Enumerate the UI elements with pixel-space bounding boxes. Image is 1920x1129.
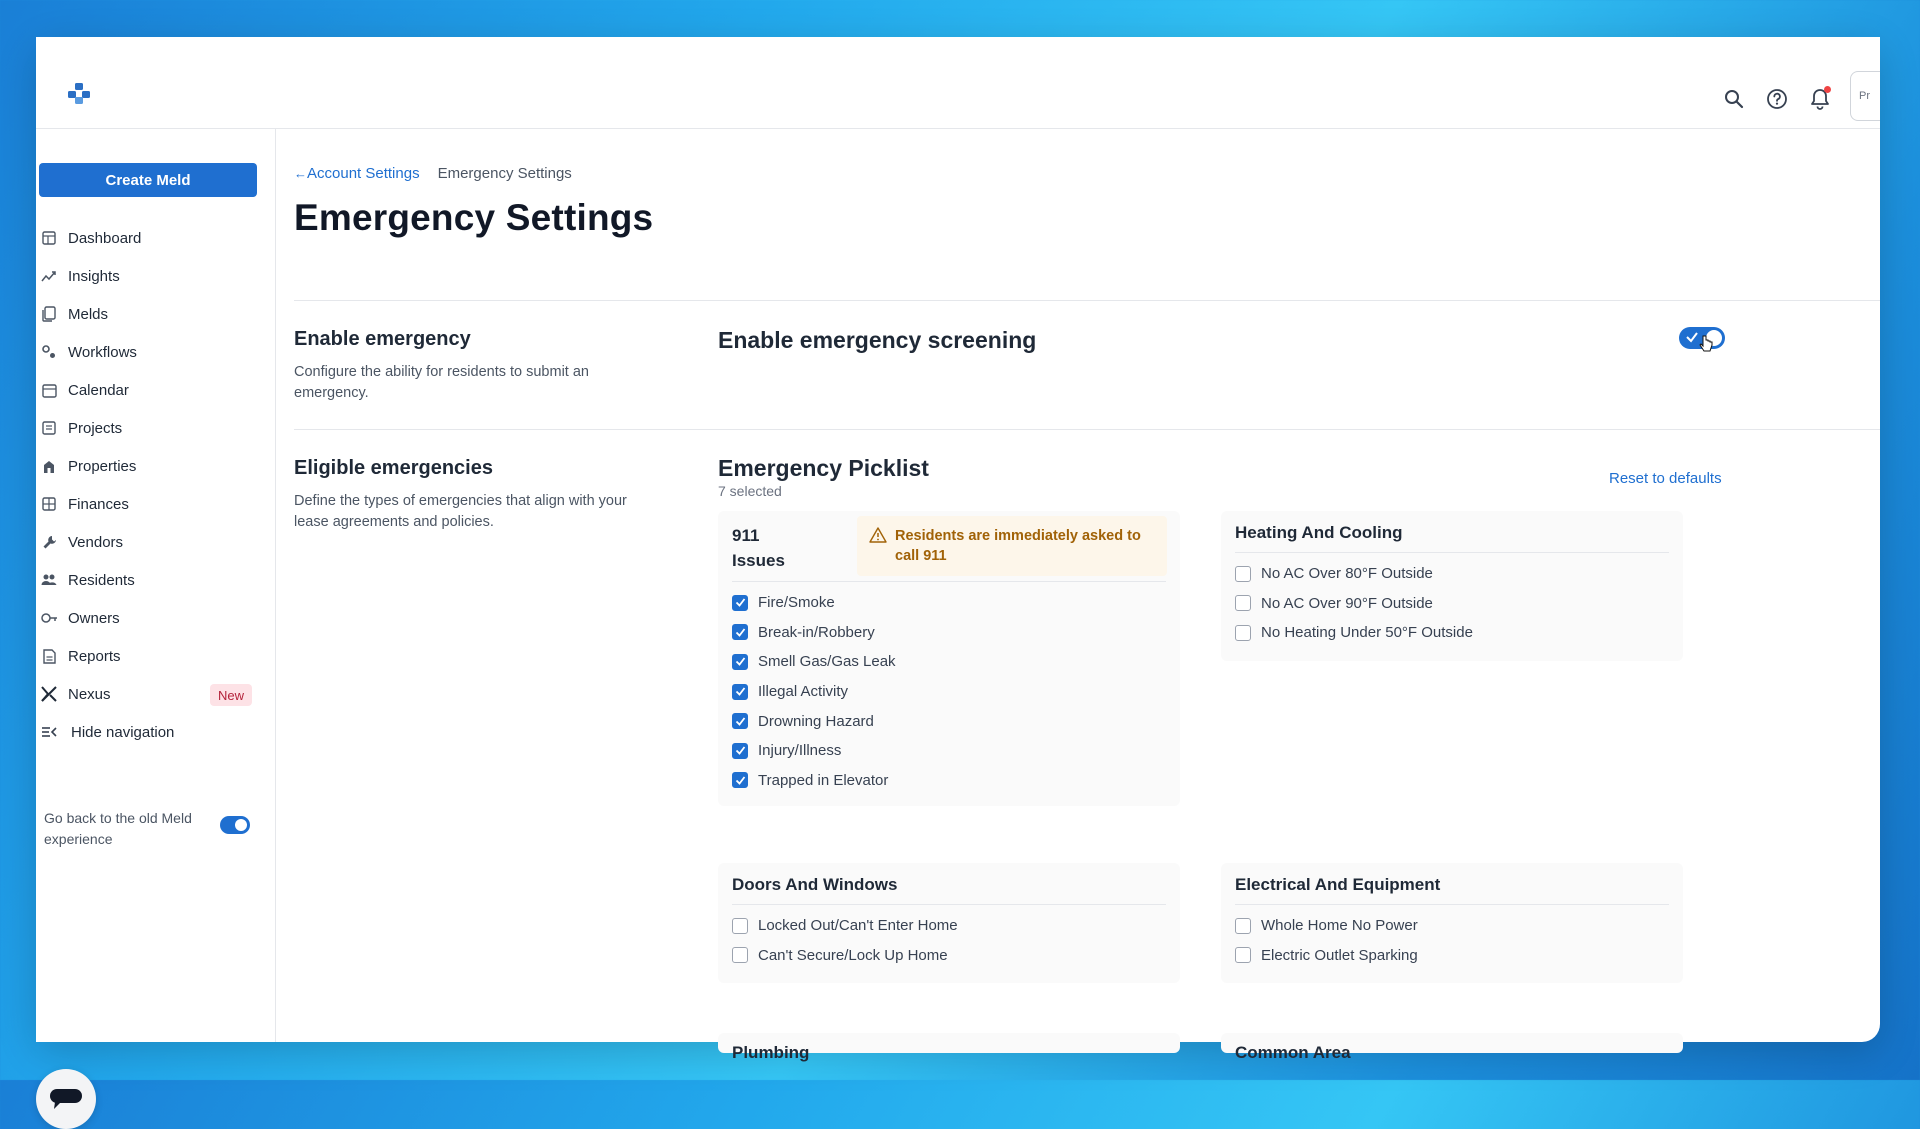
item-label: No AC Over 80°F Outside — [1261, 565, 1433, 583]
checkbox[interactable] — [732, 918, 748, 934]
checkbox[interactable] — [1235, 947, 1251, 963]
sidebar-item-reports[interactable] — [36, 637, 276, 675]
checkbox[interactable] — [1235, 566, 1251, 582]
workflows-icon — [40, 343, 58, 361]
item-label: Trapped in Elevator — [758, 771, 889, 789]
reports-icon — [40, 647, 58, 665]
list-item[interactable] — [732, 588, 1166, 618]
warning-icon — [869, 527, 887, 543]
checkbox[interactable] — [1235, 595, 1251, 611]
properties-icon — [40, 457, 58, 475]
sidebar-item-label: Residents — [68, 571, 135, 589]
dashboard-icon — [40, 229, 58, 247]
residents-icon — [40, 571, 58, 589]
sidebar-item-label: Melds — [68, 305, 109, 323]
eligible-section-description: Define the types of emergencies that align with your lease agreements and policies. — [294, 493, 627, 530]
owners-icon — [40, 609, 58, 627]
sidebar-item-label: Finances — [68, 495, 129, 513]
item-label: Drowning Hazard — [758, 712, 874, 730]
list-item[interactable] — [732, 736, 1166, 766]
sidebar-item-insights[interactable] — [36, 257, 276, 295]
checkbox[interactable] — [1235, 918, 1251, 934]
list-item[interactable] — [732, 647, 1166, 677]
checkbox[interactable] — [732, 654, 748, 670]
sidebar-item-label: Owners — [68, 609, 120, 627]
item-list — [1235, 905, 1669, 970]
chat-icon — [49, 1087, 83, 1111]
insights-icon — [40, 267, 58, 285]
new-badge: New — [210, 684, 252, 706]
checkbox[interactable] — [732, 947, 748, 963]
sidebar-item-label: Properties — [68, 457, 137, 475]
breadcrumb — [294, 165, 572, 182]
melds-icon — [40, 305, 58, 323]
list-item[interactable] — [1235, 941, 1669, 971]
item-list — [732, 581, 1166, 795]
vendors-icon — [40, 533, 58, 551]
list-item[interactable] — [732, 766, 1166, 796]
card-plumbing — [718, 1033, 1180, 1062]
card-heating-cooling — [1221, 511, 1683, 661]
sidebar-item-label: Insights — [68, 267, 120, 285]
projects-icon — [40, 419, 58, 437]
card-title: Doors And Windows — [732, 863, 1166, 905]
nexus-icon — [40, 685, 58, 703]
sidebar-item-projects[interactable] — [36, 409, 276, 447]
enable-screening-label: Enable emergency screening — [718, 327, 1037, 353]
checkbox[interactable] — [1235, 625, 1251, 641]
main-content — [277, 129, 1880, 1062]
enable-section-description: Configure the ability for residents to submit an emergency. — [294, 364, 589, 401]
sidebar-item-hide-navigation[interactable] — [36, 713, 276, 751]
checkbox[interactable] — [732, 713, 748, 729]
card-title: Electrical And Equipment — [1235, 863, 1669, 905]
divider — [294, 300, 1880, 301]
card-header — [732, 511, 1166, 581]
reset-to-defaults-link[interactable]: Reset to defaults — [1609, 470, 1722, 487]
item-label: Break-in/Robbery — [758, 623, 875, 641]
warning-callout — [857, 516, 1167, 576]
list-item[interactable] — [732, 677, 1166, 707]
card-common-area — [1221, 1033, 1683, 1062]
app-window — [36, 37, 1880, 1062]
breadcrumb-back-link[interactable] — [294, 165, 420, 182]
checkbox[interactable] — [732, 743, 748, 759]
list-item[interactable] — [732, 706, 1166, 736]
item-label: No AC Over 90°F Outside — [1261, 594, 1433, 612]
card-doors-windows — [718, 863, 1180, 983]
card-electrical-equipment — [1221, 863, 1683, 983]
search-icon[interactable] — [1721, 86, 1747, 112]
sidebar-item-melds[interactable] — [36, 295, 276, 333]
item-list — [1235, 553, 1669, 648]
page-title: Emergency Settings — [294, 197, 654, 238]
item-label: Whole Home No Power — [1261, 917, 1418, 935]
sidebar-item-workflows[interactable] — [36, 333, 276, 371]
sidebar-item-calendar[interactable] — [36, 371, 276, 409]
item-label: Can't Secure/Lock Up Home — [758, 946, 948, 964]
card-title: 911 Issues — [732, 526, 785, 570]
breadcrumb-back-label: Account Settings — [307, 165, 420, 182]
avatar[interactable]: Pr — [1850, 71, 1880, 121]
sidebar-item-nexus[interactable] — [36, 675, 276, 713]
warning-text: Residents are immediately asked to call 911 — [895, 528, 1141, 564]
picklist-count: 7 selected — [718, 483, 782, 499]
list-item[interactable] — [1235, 618, 1669, 648]
sidebar-item-owners[interactable] — [36, 599, 276, 637]
breadcrumb-current: Emergency Settings — [437, 165, 572, 182]
check-icon — [1685, 330, 1699, 344]
sidebar-item-label: Projects — [68, 419, 123, 437]
list-item[interactable] — [1235, 559, 1669, 589]
help-icon[interactable] — [1764, 86, 1790, 112]
sidebar-nav — [36, 219, 276, 751]
item-label: Electric Outlet Sparking — [1261, 946, 1418, 964]
create-meld-button[interactable]: Create Meld — [39, 163, 257, 197]
old-experience-label: Go back to the old Meld experience — [44, 810, 192, 847]
list-item[interactable] — [1235, 589, 1669, 619]
collapse-icon — [40, 723, 58, 741]
list-item[interactable] — [732, 911, 1166, 941]
logo[interactable] — [66, 81, 92, 105]
old-experience-toggle[interactable] — [220, 816, 250, 834]
sidebar-item-dashboard[interactable] — [36, 219, 276, 257]
item-list — [732, 905, 1166, 970]
sidebar-item-label: Calendar — [68, 381, 129, 399]
bell-icon[interactable] — [1807, 86, 1833, 112]
item-label: Illegal Activity — [758, 683, 849, 701]
checkbox[interactable] — [732, 595, 748, 611]
old-experience-setting — [44, 808, 244, 850]
item-label: Injury/Illness — [758, 742, 842, 760]
top-bar — [36, 37, 1880, 129]
item-label: Locked Out/Can't Enter Home — [758, 917, 958, 935]
sidebar-item-label: Nexus — [68, 685, 111, 703]
calendar-icon — [40, 381, 58, 399]
back-arrow-icon: ← — [294, 166, 307, 181]
logo-icon — [66, 81, 92, 105]
sidebar-item-finances[interactable] — [36, 485, 276, 523]
finances-icon — [40, 495, 58, 513]
sidebar-item-label: Dashboard — [68, 229, 142, 247]
notification-dot — [1824, 86, 1831, 93]
sidebar-item-label: Reports — [68, 647, 121, 665]
sidebar-item-label: Workflows — [68, 343, 137, 361]
top-icons — [1721, 77, 1880, 121]
divider — [294, 429, 1880, 430]
checkbox[interactable] — [732, 624, 748, 640]
eligible-section-title: Eligible emergencies — [294, 457, 493, 479]
item-label: No Heating Under 50°F Outside — [1261, 624, 1473, 642]
pointer-cursor-icon — [1699, 335, 1713, 353]
item-label: Fire/Smoke — [758, 594, 835, 612]
sidebar-item-label: Vendors — [68, 533, 124, 551]
item-label: Smell Gas/Gas Leak — [758, 653, 896, 671]
checkbox[interactable] — [732, 684, 748, 700]
card-title: Common Area — [1235, 1043, 1351, 1062]
sidebar-item-vendors[interactable] — [36, 523, 276, 561]
chat-button[interactable] — [36, 1069, 96, 1129]
checkbox[interactable] — [732, 772, 748, 788]
list-item[interactable] — [732, 941, 1166, 971]
card-title: Heating And Cooling — [1235, 511, 1669, 553]
card-title: Plumbing — [732, 1043, 810, 1062]
card-911-issues — [718, 511, 1180, 806]
list-item[interactable] — [732, 618, 1166, 648]
sidebar — [36, 129, 276, 1042]
sidebar-item-label: Hide navigation — [71, 723, 175, 741]
sidebar-item-residents[interactable] — [36, 561, 276, 599]
list-item[interactable] — [1235, 911, 1669, 941]
picklist-title: Emergency Picklist — [718, 455, 929, 481]
sidebar-item-properties[interactable] — [36, 447, 276, 485]
enable-section-title: Enable emergency — [294, 328, 471, 350]
